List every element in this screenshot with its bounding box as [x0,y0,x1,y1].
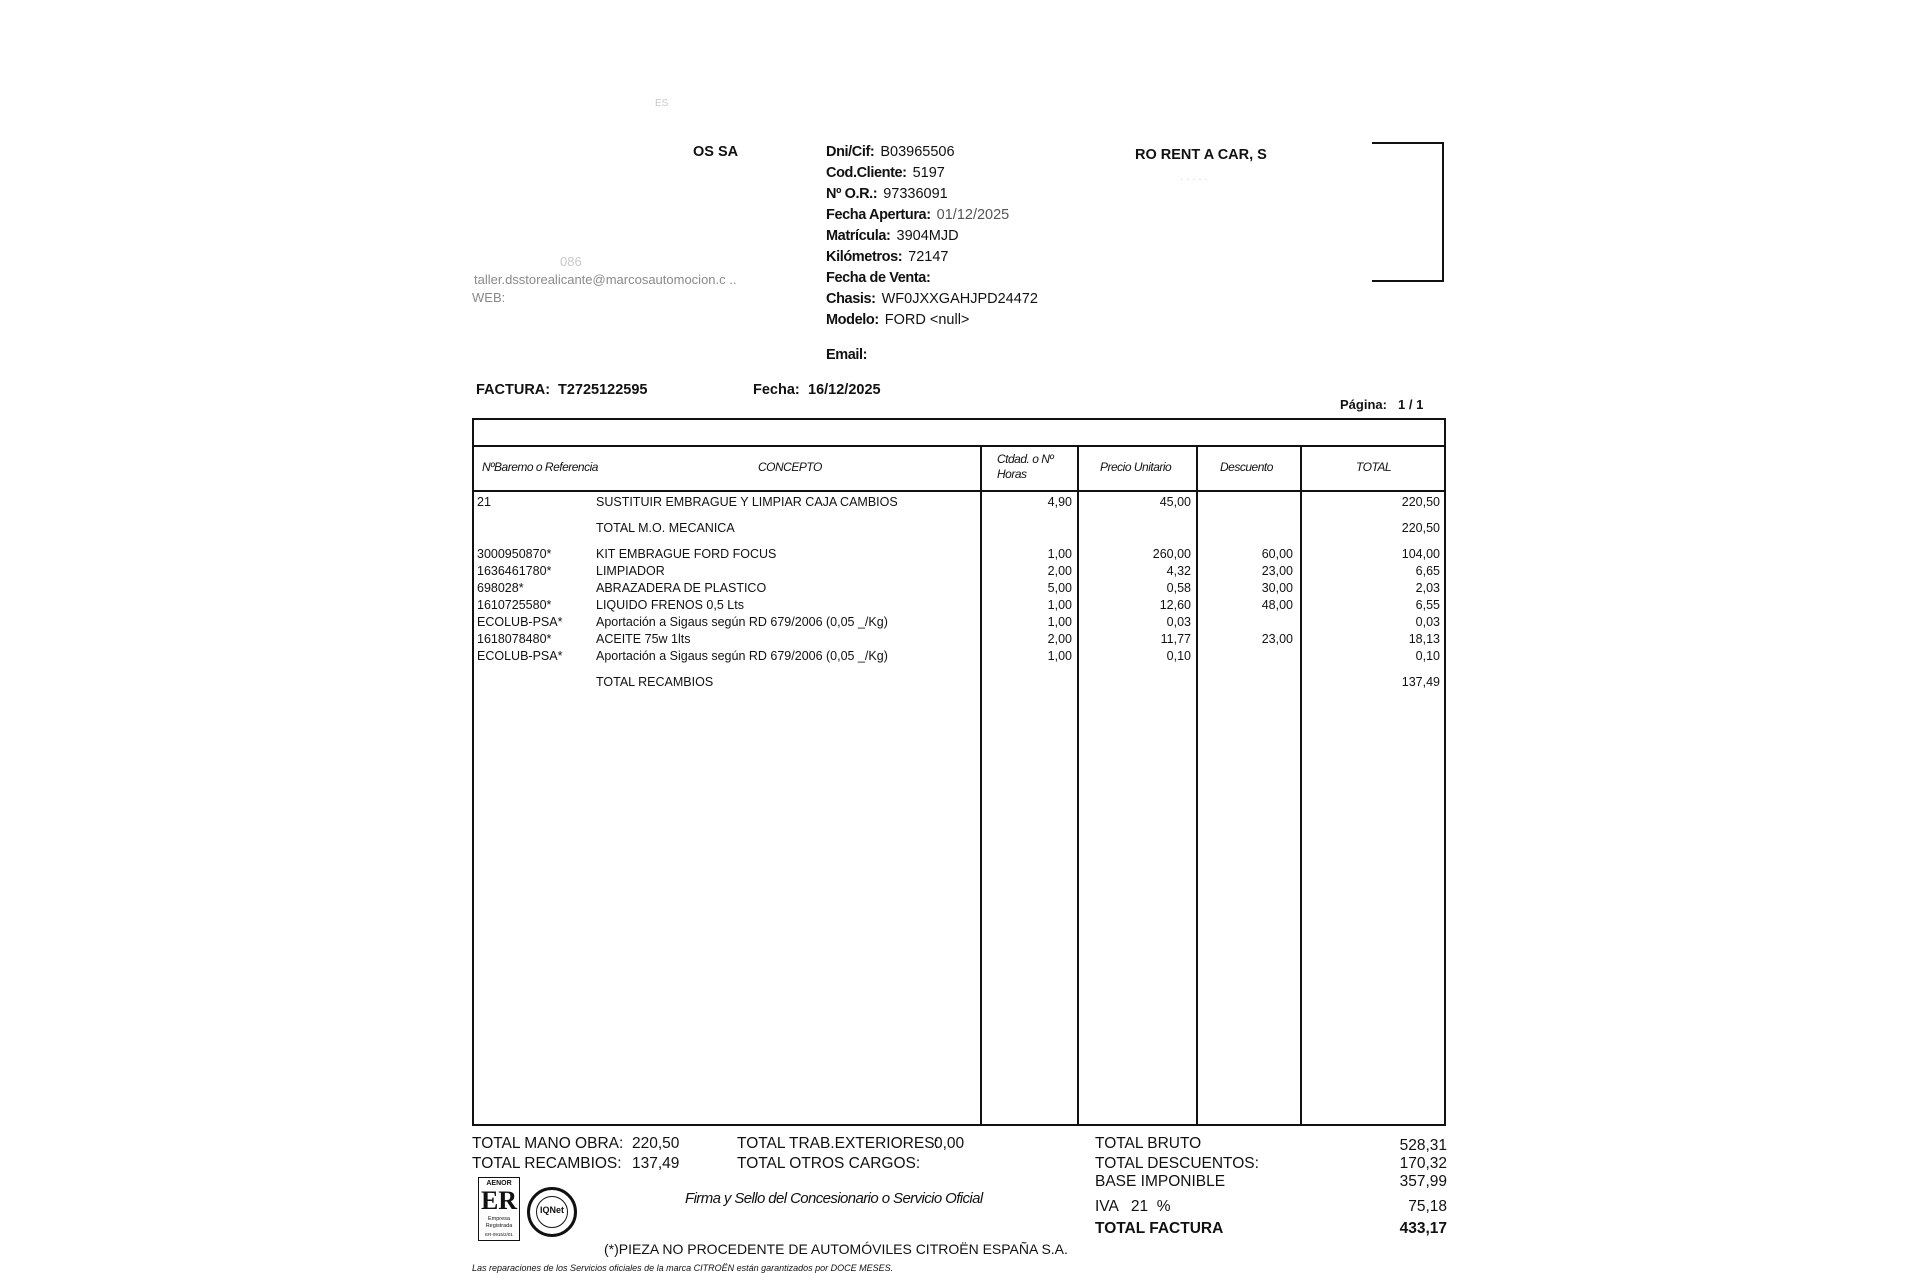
row-discount: 23,00 [1261,564,1293,578]
customer-name: RO RENT A CAR, S [1135,147,1267,163]
meta-label: Chasis: [826,291,876,307]
factura-label: FACTURA: [476,382,551,398]
header-ref: NºBaremo o Referencia [482,460,598,474]
row-concept: ACEITE 75w 1lts [596,632,691,646]
col-divider-total [1300,445,1302,1126]
row-ref: 698028* [477,581,524,595]
header-precio: Precio Unitario [1100,460,1172,474]
row-price: 0,10 [1166,649,1191,663]
meta-row [826,312,969,328]
row-ref: 21 [477,495,491,509]
row-price: 4,32 [1166,564,1191,578]
aenor-sub1: Empresa [487,1216,510,1222]
fecha-value: 16/12/2025 [808,382,881,398]
row-concept: KIT EMBRAGUE FORD FOCUS [596,547,777,561]
col-divider-disc [1196,445,1198,1126]
row-discount: 30,00 [1261,581,1293,595]
dealer-phone: 086 [560,254,582,269]
meta-value: 3904MJD [896,228,959,244]
row-concept: LIQUIDO FRENOS 0,5 Lts [596,598,744,612]
meta-value: B03965506 [880,144,955,160]
col-divider-price [1077,445,1079,1126]
meta-row [826,186,948,202]
row-ref: 1610725580* [477,598,552,612]
summary-mano-obra-label: TOTAL MANO OBRA: [472,1135,624,1152]
row-total: 104,00 [1401,547,1440,561]
row-qty: 1,00 [1047,547,1072,561]
summary-total-factura-label: TOTAL FACTURA [1095,1220,1224,1237]
row-qty: 4,90 [1047,495,1072,509]
row-discount: 23,00 [1261,632,1293,646]
aenor-er-mark: ER [480,1186,518,1215]
meta-value: FORD <null> [884,312,970,328]
row-price: 45,00 [1159,495,1191,509]
row-concept: LIMPIADOR [596,564,665,578]
row-ref: ECOLUB-PSA* [477,615,563,629]
meta-label: Nº O.R.: [826,186,878,202]
meta-label: Matrícula: [826,228,891,244]
warranty-note: Las reparaciones de los Servicios oficiales de la marca CITROËN están garantizados por DOCE MESES. [472,1263,894,1273]
summary-iva-label: IVA 21 % [1095,1198,1171,1215]
summary-descuentos-label: TOTAL DESCUENTOS: [1095,1155,1259,1172]
iqnet-text: IQNet [539,1205,564,1215]
row-total: 6,65 [1415,564,1440,578]
meta-row [826,165,945,181]
row-discount: 48,00 [1261,598,1293,612]
summary-otros-label: TOTAL OTROS CARGOS: [737,1155,921,1172]
aenor-top-text: AENOR [486,1180,512,1187]
row-total: 220,50 [1401,495,1440,509]
meta-label: Fecha Apertura: [826,207,931,223]
row-concept: TOTAL M.O. MECANICA [596,521,735,535]
row-concept: Aportación a Sigaus según RD 679/2006 (0,05 _/Kg) [596,615,888,629]
row-price: 0,58 [1166,581,1191,595]
meta-label: Cod.Cliente: [826,165,907,181]
row-ref: ECOLUB-PSA* [477,649,563,663]
row-total: 0,10 [1415,649,1440,663]
meta-row [826,291,1038,307]
aenor-sub2: Registrada [485,1223,513,1229]
meta-row [826,144,955,160]
row-price: 11,77 [1160,632,1191,646]
dealer-web-label: WEB: [472,290,506,305]
summary-base-value: 357,99 [1399,1173,1447,1190]
row-ref: 3000950870* [477,547,552,561]
summary-trab-ext-label: TOTAL TRAB.EXTERIORES: [737,1135,939,1152]
row-qty: 2,00 [1047,632,1072,646]
row-qty: 1,00 [1047,649,1072,663]
row-qty: 5,00 [1047,581,1072,595]
summary-trab-ext-value: 0,00 [934,1135,965,1152]
row-total: 0,03 [1415,615,1440,629]
header-descuento: Descuento [1220,460,1273,474]
row-total: 220,50 [1401,521,1440,535]
row-total: 6,55 [1415,598,1440,612]
summary-iva-value: 75,18 [1408,1198,1447,1215]
row-concept: TOTAL RECAMBIOS [596,675,714,689]
iqnet-logo [527,1187,577,1237]
firma-sello: Firma y Sello del Concesionario o Servicio Oficial [685,1190,983,1207]
meta-value: 97336091 [883,186,948,202]
pagina-label: Página: [1340,397,1387,412]
row-ref: 1636461780* [477,564,552,578]
summary-descuentos-value: 170,32 [1399,1155,1447,1172]
summary-total-factura-value: 433,17 [1399,1220,1447,1237]
meta-label: Fecha de Venta: [826,270,931,286]
pagina-value: 1 / 1 [1398,397,1424,412]
col-divider-qty [980,445,982,1126]
row-price: 0,03 [1166,615,1191,629]
row-discount: 60,00 [1261,547,1293,561]
meta-row [826,270,936,286]
row-ref: 1618078480* [477,632,552,646]
factura-number: T2725122595 [558,382,648,398]
header-cantidad-2: Horas [997,467,1027,481]
fecha-label: Fecha: [753,382,800,398]
header-cantidad-1: Ctdad. o Nº [997,452,1054,466]
row-concept: ABRAZADERA DE PLASTICO [596,581,767,595]
aenor-logo [478,1177,520,1241]
row-total: 137,49 [1401,675,1440,689]
meta-row [826,207,1009,223]
meta-value: 01/12/2025 [936,207,1010,223]
header-concepto: CONCEPTO [758,460,822,474]
dealer-email: taller.dsstorealicante@marcosautomocion.c .. [474,272,737,287]
meta-value: 5197 [912,165,945,181]
row-total: 18,13 [1408,632,1440,646]
row-concept: Aportación a Sigaus según RD 679/2006 (0,05 _/Kg) [596,649,888,663]
meta-row [826,347,873,363]
meta-value: WF0JXXGAHJPD24472 [881,291,1038,307]
row-concept: SUSTITUIR EMBRAGUE Y LIMPIAR CAJA CAMBIOS [596,495,898,509]
customer-line2: · · · · · [1180,174,1208,185]
header-total: TOTAL [1356,460,1392,474]
meta-label: Kilómetros: [826,249,903,265]
meta-label: Dni/Cif: [826,144,875,160]
row-qty: 2,00 [1047,564,1072,578]
row-price: 12,60 [1159,598,1191,612]
row-qty: 1,00 [1047,615,1072,629]
row-price: 260,00 [1152,547,1191,561]
summary-bruto-value: 528,31 [1399,1137,1447,1154]
dealer-name: OS SA [693,144,739,160]
meta-label: Email: [826,347,868,363]
summary-base-label: BASE IMPONIBLE [1095,1173,1226,1190]
dealer-top-fragment: ES [655,98,669,109]
summary-bruto-label: TOTAL BRUTO [1095,1135,1202,1152]
summary-recambios-label: TOTAL RECAMBIOS: [472,1155,622,1172]
meta-row [826,228,959,244]
summary-recambios-value: 137,49 [632,1155,680,1172]
meta-row [826,249,949,265]
pieza-note: (*)PIEZA NO PROCEDENTE DE AUTOMÓVILES CITROËN ESPAÑA S.A. [604,1241,1068,1257]
meta-value: 72147 [908,249,949,265]
customer-box-border [1372,142,1444,282]
aenor-code: ER-0915/2/01 [485,1232,513,1237]
row-qty: 1,00 [1047,598,1072,612]
summary-mano-obra-value: 220,50 [632,1135,680,1152]
meta-label: Modelo: [826,312,879,328]
row-total: 2,03 [1415,581,1440,595]
